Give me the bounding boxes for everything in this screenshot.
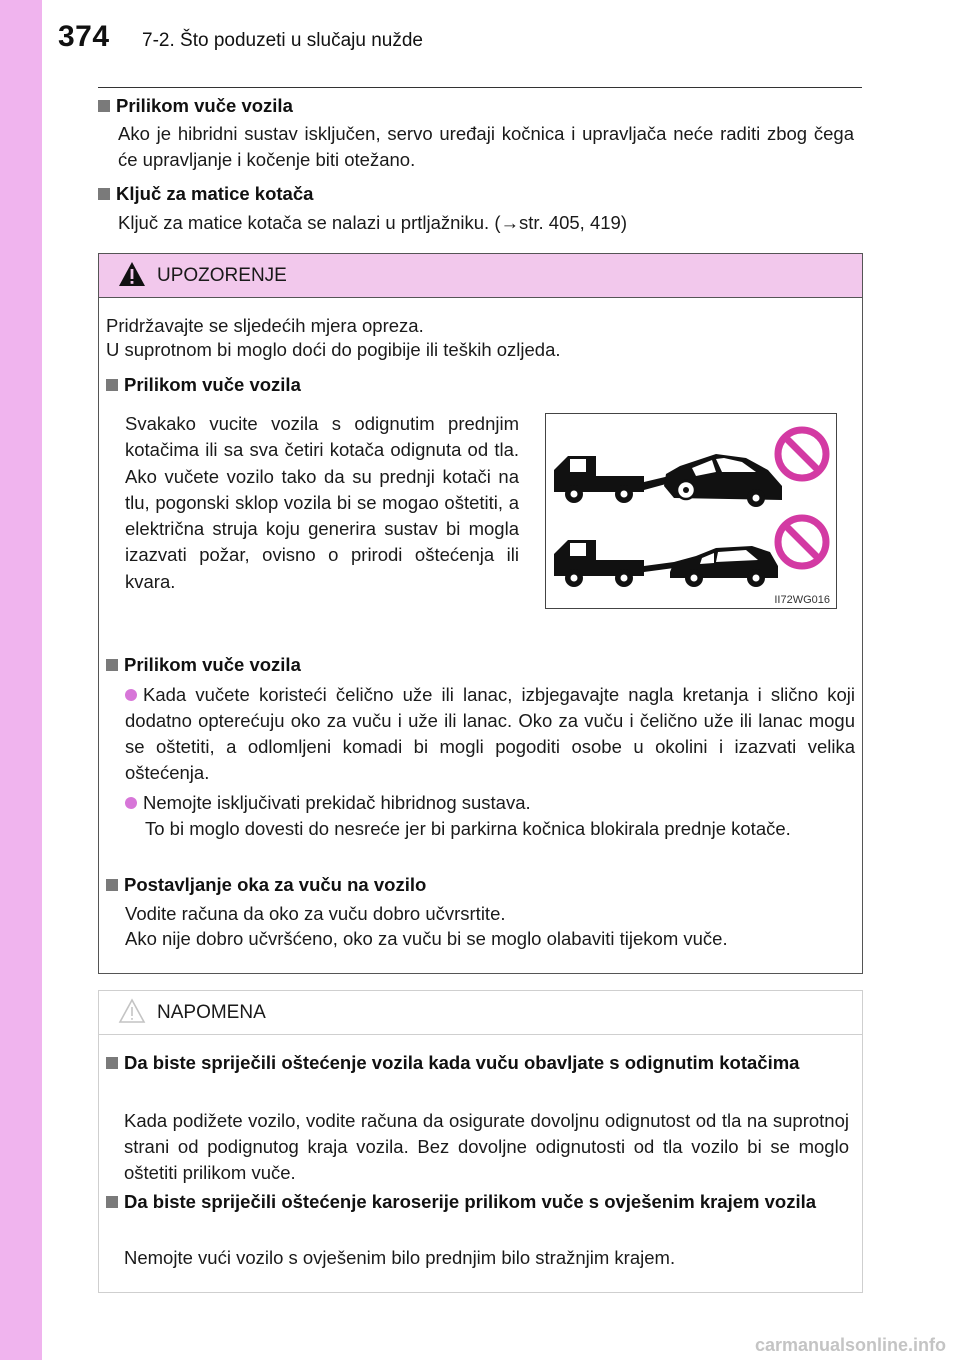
figure-code: II72WG016 [774, 594, 830, 606]
warning-s2-bullet2: Nemojte isključivati prekidač hibridnog sustava. To bi moglo dovesti do nesreće jer bi parkirna kočnica blokirala prednje kotače. [125, 790, 855, 842]
wrench-section [98, 181, 858, 236]
page-number: 374 [58, 20, 110, 53]
notice-n1-text: Kada podižete vozilo, vodite računa da osigurate dovoljnu odignutost od tla na suprotnoj strani od podignutog kraja vozila. Bez dovoljne odignutosti od tla vozilo bi se moglo oštetiti prilikom vuče. [124, 1110, 849, 1183]
warning-s3-heading: Postavljanje oka za vuču na vozilo [106, 872, 426, 898]
notice-n1-heading: Da biste spriječili oštećenje vozila kada vuču obavljate s odignutim kotačima [106, 1050, 853, 1076]
warning-s1-heading: Prilikom vuče vozila [106, 372, 301, 398]
towed-car-icon [670, 546, 778, 587]
watermark: carmanualsonline.info [754, 1335, 946, 1355]
notice-header [99, 991, 862, 1035]
warning-s3-text: Vodite računa da oko za vuču dobro učvrsrtite. Ako nije dobro učvršćeno, oko za vuču bi se moglo olabaviti tijekom vuče. [125, 903, 728, 949]
round-bullet-icon [125, 797, 137, 809]
warning-label: UPOZORENJE [157, 265, 287, 286]
towing-text: Ako je hibridni sustav isključen, servo uređaji kočnica i upravljača neće raditi zbog čega će upravljanje i kočenje biti otežano. [118, 123, 854, 170]
square-bullet-icon [98, 188, 110, 200]
square-bullet-icon [106, 879, 118, 891]
square-bullet-icon [106, 1196, 118, 1208]
warning-box [98, 253, 863, 974]
towing-section [98, 93, 858, 173]
tow-truck-icon [554, 540, 674, 587]
square-bullet-icon [106, 659, 118, 671]
square-bullet-icon [106, 379, 118, 391]
caution-triangle-icon [117, 997, 147, 1025]
warning-intro: Pridržavajte se sljedećih mjera opreza. U suprotnom bi moglo doći do pogibije ili teških ozljeda. [106, 315, 561, 360]
wrench-heading: Ključ za matice kotača [98, 181, 858, 207]
warning-s2-bullet1: Kada vučete koristeći čelično uže ili lanac, izbjegavajte nagla kretanja i slično koji dodatno opterećuju oko za vuču i uže ili lanac. Oko za vuču i čelično uže ili lanac mogu se oštetiti, a odlomljeni komadi bi mogli pogoditi osobe u okolini i izazvati velika oštećenja. [125, 684, 855, 783]
towing-heading: Prilikom vuče vozila [98, 93, 858, 119]
prohibition-icon [778, 518, 826, 566]
header-divider [98, 87, 862, 88]
notice-label: NAPOMENA [157, 1002, 266, 1023]
prohibition-icon [778, 430, 826, 478]
section-title: 7-2. Što poduzeti u slučaju nužde [142, 30, 423, 51]
square-bullet-icon [106, 1057, 118, 1069]
towing-illustration [545, 413, 837, 609]
wrench-text: Ključ za matice kotača se nalazi u prtljažniku. (→str. 405, 419) [118, 212, 627, 233]
warning-triangle-icon [117, 260, 147, 288]
round-bullet-icon [125, 689, 137, 701]
towed-car-icon [664, 454, 782, 507]
notice-n2-text: Nemojte vući vozilo s ovješenim bilo prednjim bilo stražnjim krajem. [124, 1247, 676, 1268]
notice-n2-heading: Da biste spriječili oštećenje karoserije prilikom vuče s ovješenim krajem vozila [106, 1189, 853, 1215]
side-tab-band [0, 0, 42, 1360]
warning-s1-text: Svakako vucite vozila s odignutim prednjim kotačima ili sa sva četiri kotača odignuta od tla. Ako vučete vozilo tako da su prednji kotači na tlu, pogonski sklop vozila bi se mogao oštetiti, a električna struja koju generira sustav bi mogla izazvati požar, ovisno o prirodi oštećenja ili kvara. [125, 413, 519, 592]
tow-truck-prohibited-illustration [546, 414, 836, 608]
notice-box [98, 990, 863, 1293]
warning-header [99, 254, 862, 298]
warning-s2-heading: Prilikom vuče vozila [106, 652, 301, 678]
square-bullet-icon [98, 100, 110, 112]
